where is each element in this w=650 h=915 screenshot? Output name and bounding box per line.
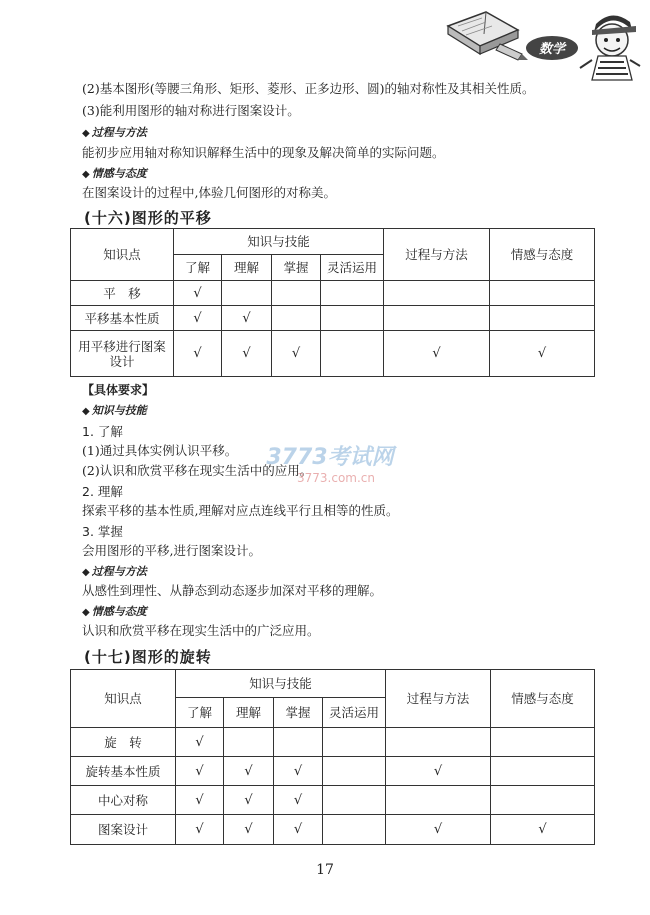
check-cell <box>323 757 386 786</box>
check-cell <box>321 331 384 377</box>
check-cell <box>222 281 272 306</box>
check-cell: √ <box>224 757 274 786</box>
check-cell: √ <box>174 331 222 377</box>
top-item-3: (3)能利用图形的轴对称进行图案设计。 <box>82 103 300 118</box>
row-label: 平移基本性质 <box>71 306 174 331</box>
row-label: 旋 转 <box>71 728 176 757</box>
cartoon-boy-icon <box>580 15 640 80</box>
pencil-icon <box>496 44 528 60</box>
row-label: 中心对称 <box>71 786 176 815</box>
head-knowledge: 知识点 <box>71 670 176 728</box>
check-cell <box>323 815 386 845</box>
table-row <box>71 757 595 786</box>
level-1-item: (1)通过具体实例认识平移。 <box>82 443 238 458</box>
check-cell: √ <box>490 331 595 377</box>
check-cell: √ <box>174 306 222 331</box>
check-cell: √ <box>491 815 595 845</box>
knowledge-heading: ◆ 知识与技能 <box>82 404 147 417</box>
level-1-item: (2)认识和欣赏平移在现实生活中的应用。 <box>82 463 313 478</box>
head-process: 过程与方法 <box>386 670 491 728</box>
level-2-title: 2. 理解 <box>82 484 123 499</box>
section-17-table <box>70 669 595 845</box>
table-row <box>71 786 595 815</box>
check-cell: √ <box>222 306 272 331</box>
check-cell: √ <box>274 786 323 815</box>
level-header: 了解 <box>174 255 222 281</box>
level-header: 了解 <box>176 698 224 728</box>
level-2-text: 探索平移的基本性质,理解对应点连线平行且相等的性质。 <box>82 503 399 518</box>
check-cell: √ <box>384 331 490 377</box>
check-cell <box>272 281 321 306</box>
check-cell: √ <box>174 281 222 306</box>
check-cell <box>491 757 595 786</box>
check-cell: √ <box>224 815 274 845</box>
check-cell: √ <box>176 728 224 757</box>
head-knowledge: 知识点 <box>71 229 174 281</box>
check-cell <box>323 786 386 815</box>
section-17-title: (十七)图形的旋转 <box>84 648 212 666</box>
level-header: 灵活运用 <box>323 698 386 728</box>
level-3-text: 会用图形的平移,进行图案设计。 <box>82 543 261 558</box>
diamond-bullet-icon: ◆ <box>82 406 90 417</box>
row-label: 用平移进行图案设计 <box>71 331 174 377</box>
check-cell <box>384 306 490 331</box>
check-cell <box>274 728 323 757</box>
level-1-title: 1. 了解 <box>82 424 123 439</box>
table-row <box>71 728 595 757</box>
diamond-bullet-icon: ◆ <box>82 607 90 618</box>
check-cell <box>384 281 490 306</box>
watermark <box>250 440 410 490</box>
watermark-domain: 3773.com.cn <box>297 471 375 485</box>
row-label: 旋转基本性质 <box>71 757 176 786</box>
top-process-text: 能初步应用轴对称知识解释生活中的现象及解决简单的实际问题。 <box>82 145 445 160</box>
table-row <box>71 281 595 306</box>
section-16-title: (十六)图形的平移 <box>84 209 212 227</box>
row-label: 平 移 <box>71 281 174 306</box>
row-label: 图案设计 <box>71 815 176 845</box>
level-header: 掌握 <box>274 698 323 728</box>
check-cell <box>491 786 595 815</box>
head-skill: 知识与技能 <box>174 229 384 255</box>
check-cell: √ <box>386 815 491 845</box>
level-header: 理解 <box>222 255 272 281</box>
check-cell: √ <box>386 757 491 786</box>
check-cell <box>323 728 386 757</box>
page-number: 17 <box>316 862 334 878</box>
top-process-heading: ◆ 过程与方法 <box>82 126 147 139</box>
check-cell <box>272 306 321 331</box>
check-cell <box>321 306 384 331</box>
check-cell: √ <box>272 331 321 377</box>
watermark-brand: 3773考试网 <box>266 445 394 470</box>
level-header: 掌握 <box>272 255 321 281</box>
check-cell: √ <box>222 331 272 377</box>
check-cell <box>321 281 384 306</box>
check-cell <box>490 281 595 306</box>
header-decoration <box>440 4 645 88</box>
level-header: 理解 <box>224 698 274 728</box>
check-cell: √ <box>274 815 323 845</box>
check-cell: √ <box>274 757 323 786</box>
process-heading: ◆ 过程与方法 <box>82 565 147 578</box>
table-row <box>71 331 595 377</box>
process-text: 从感性到理性、从静态到动态逐步加深对平移的理解。 <box>82 583 383 598</box>
check-cell: √ <box>176 815 224 845</box>
check-cell <box>386 786 491 815</box>
subject-badge <box>526 36 578 60</box>
diamond-bullet-icon: ◆ <box>82 128 90 139</box>
head-process: 过程与方法 <box>384 229 490 281</box>
check-cell: √ <box>176 757 224 786</box>
emotion-heading: ◆ 情感与态度 <box>82 605 147 618</box>
top-emotion-text: 在图案设计的过程中,体验几何图形的对称美。 <box>82 185 336 200</box>
check-cell: √ <box>176 786 224 815</box>
head-skill: 知识与技能 <box>176 670 386 698</box>
check-cell <box>490 306 595 331</box>
diamond-bullet-icon: ◆ <box>82 567 90 578</box>
level-header: 灵活运用 <box>321 255 384 281</box>
top-emotion-heading: ◆ 情感与态度 <box>82 167 147 180</box>
emotion-text: 认识和欣赏平移在现实生活中的广泛应用。 <box>82 623 320 638</box>
requirements-title: 【具体要求】 <box>82 383 155 397</box>
table-row <box>71 815 595 845</box>
top-item-2: (2)基本图形(等腰三角形、矩形、菱形、正多边形、圆)的轴对称性及其相关性质。 <box>82 81 535 96</box>
subject-label: 数学 <box>538 42 566 57</box>
table-row <box>71 306 595 331</box>
head-emotion: 情感与态度 <box>491 670 595 728</box>
check-cell <box>224 728 274 757</box>
head-emotion: 情感与态度 <box>490 229 595 281</box>
level-3-title: 3. 掌握 <box>82 524 123 539</box>
diamond-bullet-icon: ◆ <box>82 169 90 180</box>
section-16-table <box>70 228 595 377</box>
check-cell: √ <box>224 786 274 815</box>
check-cell <box>491 728 595 757</box>
check-cell <box>386 728 491 757</box>
